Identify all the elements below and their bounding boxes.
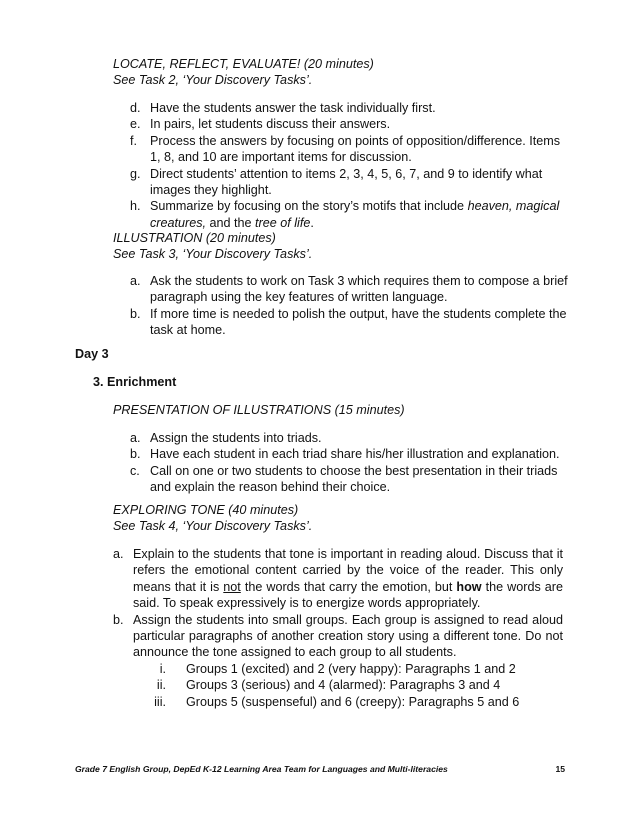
list-item-text: Assign the students into triads. [150,431,322,445]
locate-heading: LOCATE, REFLECT, EVALUATE! (20 minutes) [113,57,374,71]
list-marker: e. [130,117,141,132]
list-item [140,661,540,677]
list-item [130,446,580,462]
list-marker: i. [159,662,166,676]
list-marker: a. [130,431,141,445]
text-run: . [310,215,314,230]
list-item [113,612,563,661]
presentation-list [130,430,580,496]
list-item [130,198,570,231]
list-item [130,463,580,496]
list-item-text: Process the answers by focusing on points of opposition/difference. Items 1, 8, and 10 are important items for discussion. [150,133,560,165]
list-marker: c. [130,463,140,478]
list-item [140,694,540,710]
list-marker: iii. [154,694,166,709]
list-item [130,430,580,446]
list-marker: b. [130,447,141,462]
list-item [130,306,570,339]
text-run: and the [206,215,256,230]
list-item-text: Groups 3 (serious) and 4 (alarmed): Paragraphs 3 and 4 [186,678,501,693]
locate-list [130,100,570,231]
list-item [140,677,540,693]
illustration-subheading: See Task 3, ‘Your Discovery Tasks’. [113,247,313,261]
list-item-text: Direct students’ attention to items 2, 3, 4, 5, 6, 7, and 9 to identify what images they highlight. [150,166,543,198]
list-item-text: Assign the students into small groups. Each group is assigned to read aloud particular paragraphs of another creation story using a different tone. Do not announce the tone assigned to each group to all students. [133,612,563,660]
list-item-text: Groups 1 (excited) and 2 (very happy): Paragraphs 1 and 2 [186,662,516,676]
day-heading: Day 3 [75,347,109,361]
list-item-text [133,546,563,612]
list-item [130,116,570,132]
list-marker: d. [130,101,141,115]
list-marker: b. [130,306,141,321]
text-run: Summarize by focusing on the story’s motifs that include [150,199,468,214]
text-run: the words that carry the emotion, but [240,579,457,594]
list-item-text: Have each student in each triad share his/her illustration and explanation. [150,447,560,462]
list-item [113,546,563,612]
tone-subheading: See Task 4, ‘Your Discovery Tasks’. [113,519,313,533]
illustration-list [130,273,570,339]
list-item-text: Have the students answer the task individually first. [150,101,436,115]
tone-list [113,546,563,661]
underlined-text: not [223,579,241,594]
list-item-text: If more time is needed to polish the output, have the students complete the task at home. [150,306,567,338]
emphasis-text: heaven, magical creatures, [150,199,560,230]
list-item [130,133,570,166]
footer-text: Grade 7 English Group, DepEd K-12 Learning Area Team for Languages and Multi-literacies [75,764,448,774]
list-marker: b. [113,612,124,627]
page-number: 15 [555,764,565,774]
list-item-text: Call on one or two students to choose the best presentation in their triads and explain the reason behind their choice. [150,463,558,495]
list-marker: a. [113,547,124,561]
list-item [130,166,570,199]
page-footer [75,764,565,775]
list-marker: h. [130,199,141,214]
list-marker: f. [130,133,137,148]
list-item-text: Groups 5 (suspenseful) and 6 (creepy): Paragraphs 5 and 6 [186,694,520,709]
presentation-heading: PRESENTATION OF ILLUSTRATIONS (15 minutes) [113,403,405,417]
illustration-heading: ILLUSTRATION (20 minutes) [113,231,276,245]
list-item [130,273,570,306]
list-marker: ii. [156,678,166,693]
bold-text: how [456,579,482,594]
list-marker: g. [130,166,141,181]
tone-heading: EXPLORING TONE (40 minutes) [113,503,299,517]
text-run: the words are said. To speak expressively is to energize words appropriately. [133,579,563,611]
locate-subheading: See Task 2, ‘Your Discovery Tasks’. [113,73,313,87]
list-item-text: In pairs, let students discuss their answers. [150,117,391,132]
emphasis-text: tree of life [255,215,311,230]
list-item-text: Ask the students to work on Task 3 which requires them to compose a brief paragraph using the key features of written language. [150,274,568,305]
groups-list [140,661,540,710]
list-item-text [150,198,570,231]
list-marker: a. [130,274,141,288]
list-item [130,100,570,116]
enrichment-heading: 3. Enrichment [93,375,177,389]
text-run: Explain to the students that tone is important in reading aloud. Discuss that it refers the emotional content carried by the voice of the reader. This only means that it is [133,547,563,594]
